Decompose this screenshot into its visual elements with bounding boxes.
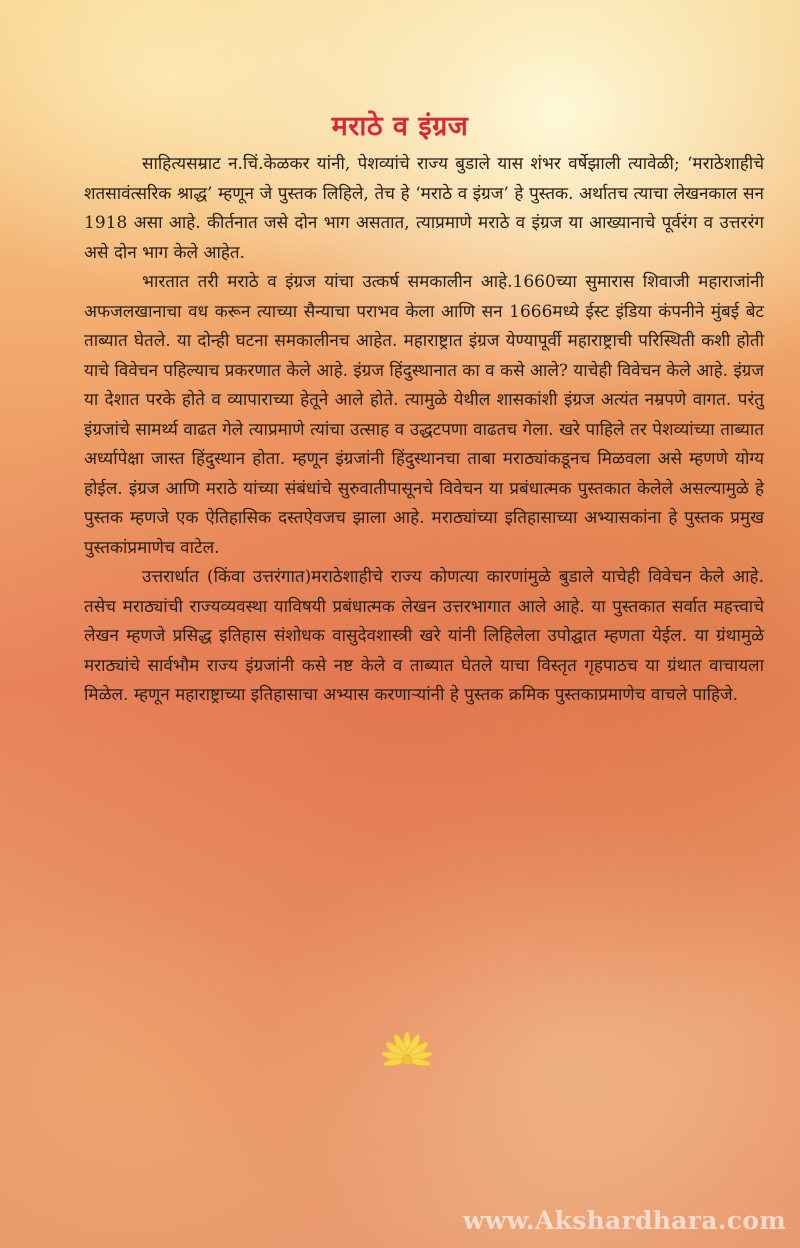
blurb-text <box>84 150 764 711</box>
page-title: मराठे व इंग्रज <box>331 111 469 142</box>
paragraph-2: भारतात तरी मराठे व इंग्रज यांचा उत्कर्ष समकालीन आहे.1660च्या सुमारास शिवाजी महाराजांनी अफजलखानाचा वध करून त्याच्या सैन्याचा पराभव केला आणि सन 1666मध्ये ईस्ट इंडिया कंपनीने मुंबई बेट ताब्यात घेतले. या दोन्ही घटना समकालीनच आहेत. महाराष्ट्रात इंग्रज येण्यापूर्वी महाराष्ट्राची परिस्थिती कशी होती याचे विवेचन पहिल्याच प्रकरणात केले आहे. इंग्रज हिंदुस्थानात का व कसे आले? याचेही विवेचन केले आहे. इंग्रज या देशात परके होते व व्यापाराच्या हेतूने आले होते. त्यामुळे येथील शासकांशी इंग्रज अत्यंत नम्रपणे वागत. परंतु इंग्रजांचे सामर्थ्य वाढत गेले त्याप्रमाणे त्यांचा उत्साह व उद्धटपणा वाढतच गेला. खरे पाहिले तर पेशव्यांच्या ताब्यात अर्ध्यापेक्षा जास्त हिंदुस्थान होता. म्हणून इंग्रजांनी हिंदुस्थानचा ताबा मराठ्यांकडूनच मिळवला असे म्हणणे योग्य होईल. इंग्रज आणि मराठे यांच्या संबंधांचे सुरुवातीपासूनचे विवेचन या प्रबंधात्मक पुस्तकात केलेले असल्यामुळे हे पुस्तक म्हणजे एक ऐतिहासिक दस्तऐवजच झाला आहे. मराठ्यांच्या इतिहासाच्या अभ्यासकांना हे पुस्तक प्रमुख पुस्तकांप्रमाणेच वाटेल. <box>84 272 764 558</box>
flower-ornament-icon <box>365 1020 449 1066</box>
website-watermark: www.Akshardhara.com <box>462 1206 786 1235</box>
paragraph-3: उत्तरार्धात (किंवा उत्तरंगात)मराठेशाहीचे राज्य कोणत्या कारणांमुळे बुडाले याचेही विवेचन केले आहे. तसेच मराठ्यांची राज्यव्यवस्था याविषयी प्रबंधात्मक लेखन उत्तरभागात आले आहे. या पुस्तकात सर्वात महत्त्वाचे लेखन म्हणजे प्रसिद्ध इतिहास संशोधक वासुदेवशास्त्री खरे यांनी लिहिलेला उपोद्घात म्हणता येईल. या ग्रंथामुळे मराठ्यांचे सार्वभौम राज्य इंग्रजांनी कसे नष्ट केले व ताब्यात घेतले याचा विस्तृत गृहपाठच या ग्रंथात वाचायला मिळेल. म्हणून महाराष्ट्राच्या इतिहासाचा अभ्यास करणाऱ्यांनी हे पुस्तक क्रमिक पुस्तकाप्रमाणेच वाचले पाहिजे. <box>84 567 764 705</box>
paragraph-1: साहित्यसम्राट न.चिं.केळकर यांनी, पेशव्यांचे राज्य बुडाले यास शंभर वर्षेझाली त्यावेळी; ‘मराठेशाहीचे शतसावंत्सरिक श्राद्ध’ म्हणून जे पुस्तक लिहिले, तेच हे ‘मराठे व इंग्रज’ हे पुस्तक. अर्थातच त्याचा लेखनकाल सन 1918 असा आहे. कीर्तनात जसे दोन भाग असतात, त्याप्रमाणे मराठे व इंग्रज या आख्यानाचे पूर्वरंग व उत्तररंग असे दोन भाग केले आहेत. <box>84 154 764 263</box>
